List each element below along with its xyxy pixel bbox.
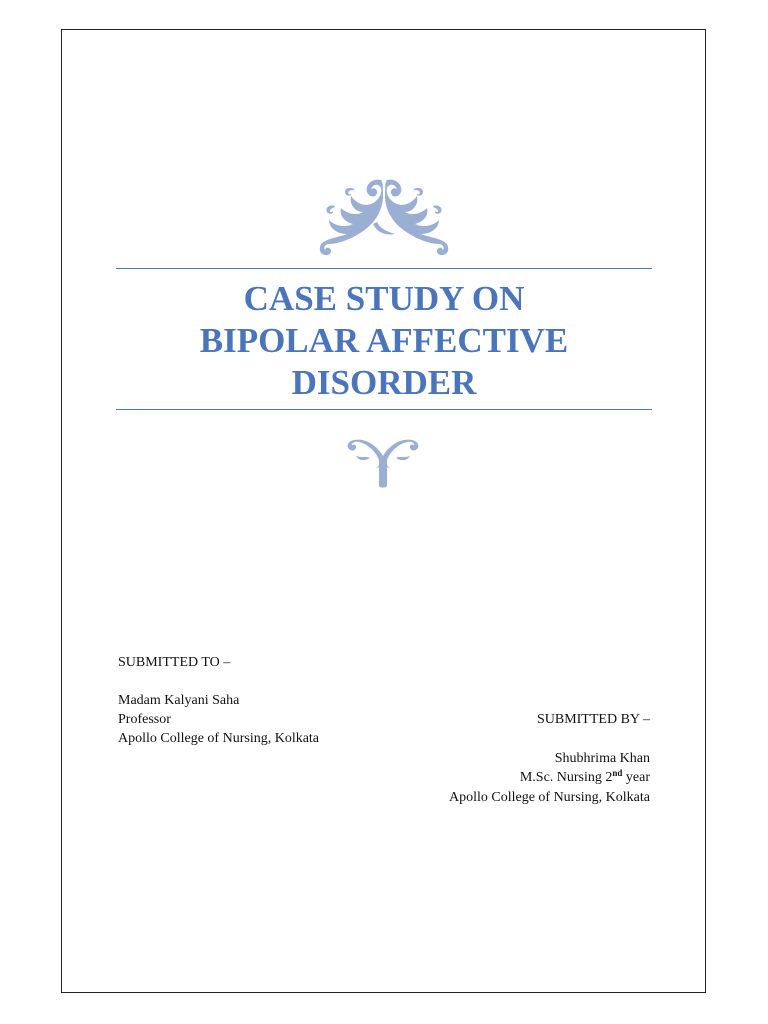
title-bottom-rule xyxy=(116,409,652,410)
submitted-by-course xyxy=(520,768,650,787)
title-line-2: BIPOLAR AFFECTIVE xyxy=(199,321,569,360)
document-title xyxy=(116,278,652,404)
title-line-1: CASE STUDY ON xyxy=(243,279,525,318)
page-border xyxy=(61,29,706,993)
title-line-3: DISORDER xyxy=(291,363,477,402)
course-suffix: year xyxy=(622,770,650,785)
fleur-ornament-icon xyxy=(346,436,420,488)
course-ordinal-suffix: nd xyxy=(612,768,623,778)
submitted-to-name: Madam Kalyani Saha xyxy=(118,693,240,708)
course-prefix: M.Sc. Nursing 2 xyxy=(519,770,613,785)
submitted-by-heading: SUBMITTED BY – xyxy=(536,712,650,727)
title-top-rule xyxy=(116,268,652,269)
submitted-to-institution: Apollo College of Nursing, Kolkata xyxy=(118,731,320,746)
submitted-to-designation: Professor xyxy=(118,712,171,727)
submitted-by-name: Shubhrima Khan xyxy=(554,751,650,766)
floral-flourish-icon xyxy=(315,178,453,256)
submitted-to-heading: SUBMITTED TO – xyxy=(118,655,231,670)
submitted-by-institution: Apollo College of Nursing, Kolkata xyxy=(448,790,650,805)
